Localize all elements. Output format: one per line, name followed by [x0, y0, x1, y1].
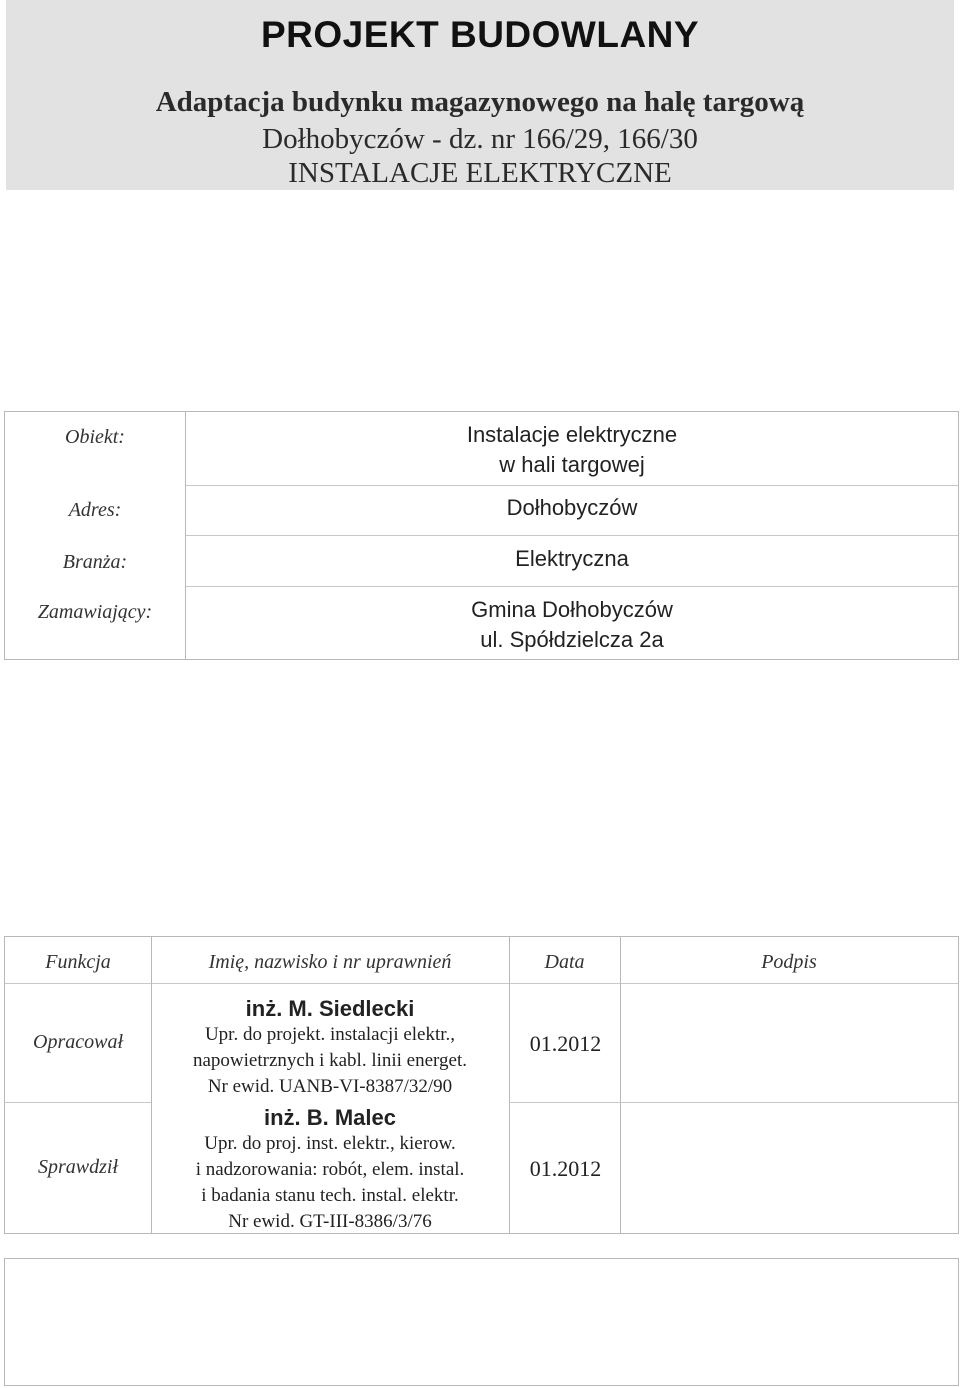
address-value: Dołhobyczów	[506, 495, 638, 520]
signature-field-checked	[621, 1103, 958, 1233]
column-header-date: Data	[544, 951, 585, 973]
person-name: inż. M. Siedlecki	[245, 996, 415, 1021]
client-value-line2: ul. Spółdzielcza 2a	[480, 627, 664, 652]
person-name: inż. B. Malec	[263, 1105, 397, 1130]
row-divider	[5, 1102, 151, 1103]
signature-field-prepared	[621, 984, 958, 1102]
license-line: i nadzorowania: robót, elem. instal.	[195, 1159, 465, 1180]
project-name: Adaptacja budynku magazynowego na halę targową	[155, 86, 805, 118]
client-label: Zamawiający:	[37, 601, 153, 623]
signature-table	[4, 936, 959, 1234]
license-line: Upr. do projekt. instalacji elektr.,	[204, 1024, 456, 1045]
project-location: Dołhobyczów - dz. nr 166/29, 166/30	[262, 123, 698, 155]
document-title: PROJEKT BUDOWLANY	[260, 14, 700, 55]
role-checked: Sprawdził	[37, 1156, 119, 1178]
branch-value: Elektryczna	[515, 546, 629, 571]
column-divider	[509, 937, 510, 1233]
row-divider	[185, 586, 958, 587]
object-info-table	[4, 411, 959, 660]
role-prepared: Opracował	[33, 1031, 123, 1053]
branch-label: Branża:	[62, 551, 128, 573]
column-header-function: Funkcja	[45, 951, 111, 973]
date-prepared: 01.2012	[529, 1031, 602, 1056]
person-checked	[151, 1105, 509, 1235]
row-divider	[185, 485, 958, 486]
column-header-signature: Podpis	[761, 951, 817, 973]
row-divider	[185, 535, 958, 536]
object-value-line1: Instalacje elektryczne	[466, 422, 678, 447]
date-checked: 01.2012	[529, 1156, 602, 1181]
license-line: napowietrznych i kabl. linii energet.	[192, 1050, 467, 1071]
client-value	[186, 595, 958, 655]
client-value-line1: Gmina Dołhobyczów	[471, 597, 673, 622]
license-line: Upr. do proj. inst. elektr., kierow.	[204, 1133, 456, 1154]
object-value-line2: w hali targowej	[499, 452, 645, 477]
license-line: i badania stanu tech. instal. elektr.	[201, 1185, 459, 1206]
project-section: INSTALACJE ELEKTRYCZNE	[288, 157, 672, 189]
person-prepared	[151, 996, 509, 1100]
address-label: Adres:	[68, 499, 122, 521]
object-label: Obiekt:	[65, 426, 125, 448]
object-value	[186, 420, 958, 480]
title-block	[6, 0, 954, 190]
license-line: Nr ewid. UANB-VI-8387/32/90	[207, 1076, 453, 1097]
license-line: Nr ewid. GT-III-8386/3/76	[228, 1211, 432, 1232]
empty-stamp-box	[4, 1258, 959, 1386]
column-header-name: Imię, nazwisko i nr uprawnień	[208, 951, 452, 973]
